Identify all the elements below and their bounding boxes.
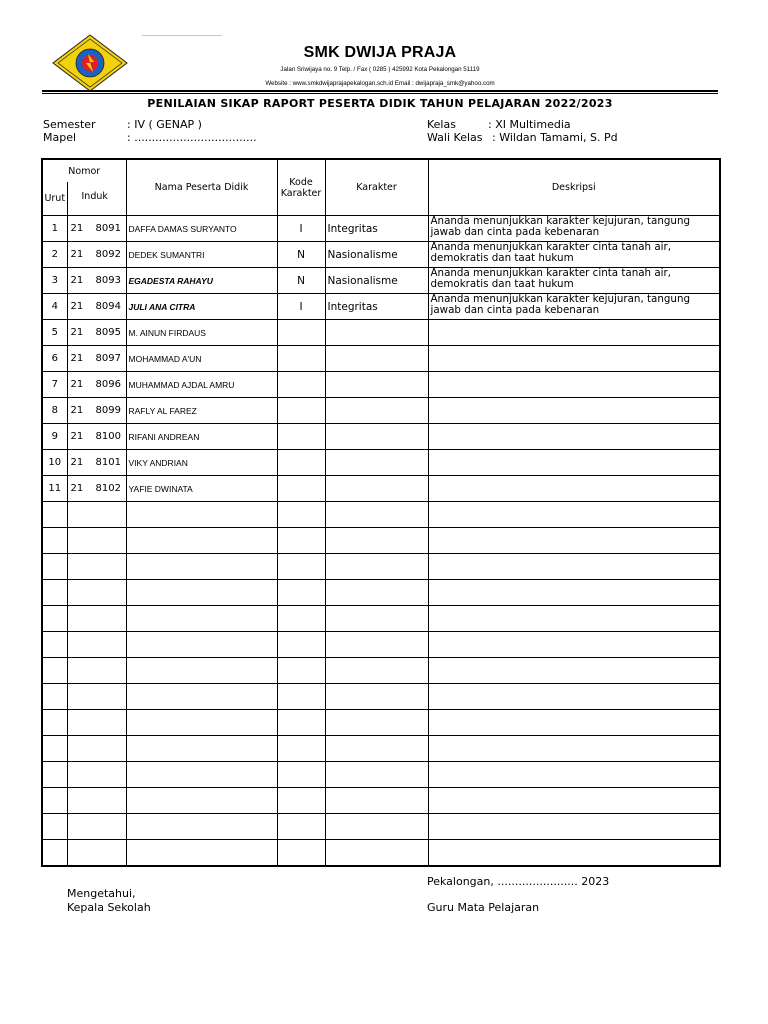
- urut-cell: 2: [42, 242, 67, 268]
- empty-cell: [428, 840, 720, 867]
- empty-cell: [42, 502, 67, 528]
- table-row: [42, 320, 720, 346]
- mapel-label: Mapel: [43, 131, 77, 144]
- empty-cell: [325, 502, 428, 528]
- induk-cell: [67, 320, 126, 346]
- deskripsi-cell: [428, 372, 720, 398]
- induk-cell: [67, 294, 126, 320]
- empty-cell: [42, 814, 67, 840]
- empty-cell: [126, 528, 277, 554]
- kode-karakter-cell: N: [277, 268, 325, 294]
- empty-cell: [428, 684, 720, 710]
- deskripsi-cell: [428, 398, 720, 424]
- student-name-cell: MUHAMMAD AJDAL AMRU: [126, 372, 277, 398]
- table-row: [42, 398, 720, 424]
- empty-cell: [42, 788, 67, 814]
- urut-cell: 3: [42, 268, 67, 294]
- induk-year: 21: [70, 431, 84, 442]
- empty-cell: [277, 502, 325, 528]
- urut-cell: 10: [42, 450, 67, 476]
- header-induk: Induk: [67, 182, 126, 216]
- induk-number: 8092: [95, 249, 121, 260]
- kepala-sekolah-label: Kepala Sekolah: [67, 901, 151, 914]
- kode-karakter-cell: I: [277, 294, 325, 320]
- table-row-empty: [42, 710, 720, 736]
- table-row-empty: [42, 554, 720, 580]
- induk-number: 8091: [95, 223, 121, 234]
- empty-cell: [277, 814, 325, 840]
- empty-cell: [126, 632, 277, 658]
- empty-cell: [428, 502, 720, 528]
- empty-cell: [277, 606, 325, 632]
- deskripsi-cell: [428, 424, 720, 450]
- empty-cell: [325, 684, 428, 710]
- empty-cell: [277, 736, 325, 762]
- empty-cell: [277, 684, 325, 710]
- header-urut: Urut: [42, 182, 67, 216]
- empty-cell: [126, 840, 277, 867]
- empty-cell: [42, 658, 67, 684]
- mapel-value: : ...................................: [127, 131, 257, 144]
- table-row: [42, 242, 720, 268]
- empty-cell: [277, 762, 325, 788]
- empty-cell: [325, 840, 428, 867]
- empty-cell: [325, 788, 428, 814]
- student-name-cell: MOHAMMAD A'UN: [126, 346, 277, 372]
- urut-cell: 9: [42, 424, 67, 450]
- empty-cell: [325, 736, 428, 762]
- empty-cell: [428, 762, 720, 788]
- empty-cell: [67, 684, 126, 710]
- empty-cell: [325, 658, 428, 684]
- induk-year: 21: [70, 379, 84, 390]
- empty-cell: [42, 580, 67, 606]
- header-deskripsi: Deskripsi: [428, 159, 720, 216]
- student-name-cell: M. AINUN FIRDAUS: [126, 320, 277, 346]
- kode-karakter-cell: N: [277, 242, 325, 268]
- empty-cell: [42, 684, 67, 710]
- student-name-cell: RAFLY AL FAREZ: [126, 398, 277, 424]
- empty-cell: [428, 736, 720, 762]
- empty-cell: [428, 580, 720, 606]
- empty-cell: [325, 762, 428, 788]
- induk-number: 8094: [95, 301, 121, 312]
- empty-cell: [325, 606, 428, 632]
- induk-number: 8096: [95, 379, 121, 390]
- karakter-cell: [325, 476, 428, 502]
- induk-year: 21: [70, 457, 84, 468]
- urut-cell: 6: [42, 346, 67, 372]
- deskripsi-cell: Ananda menunjukkan karakter kejujuran, tangung jawab dan cinta pada kebenaran: [428, 216, 720, 242]
- karakter-cell: Integritas: [325, 216, 428, 242]
- empty-cell: [277, 554, 325, 580]
- table-row: [42, 424, 720, 450]
- table-row-empty: [42, 606, 720, 632]
- urut-cell: 7: [42, 372, 67, 398]
- karakter-cell: Nasionalisme: [325, 268, 428, 294]
- empty-cell: [126, 684, 277, 710]
- karakter-cell: Nasionalisme: [325, 242, 428, 268]
- table-row-empty: [42, 788, 720, 814]
- table-row: [42, 476, 720, 502]
- empty-cell: [42, 606, 67, 632]
- empty-cell: [67, 814, 126, 840]
- table-row-empty: [42, 658, 720, 684]
- empty-cell: [126, 736, 277, 762]
- deskripsi-cell: [428, 476, 720, 502]
- student-name-cell: YAFIE DWINATA: [126, 476, 277, 502]
- kelas-label: Kelas: [427, 118, 456, 131]
- school-website: Website : www.smkdwijaprajapekalogan.sch.id Email : dwijapraja_smk@yahoo.com: [265, 80, 495, 87]
- induk-year: 21: [70, 483, 84, 494]
- table-row: [42, 372, 720, 398]
- wali-kelas-label: Wali Kelas: [427, 131, 483, 144]
- empty-cell: [277, 710, 325, 736]
- empty-cell: [277, 658, 325, 684]
- kode-karakter-cell: I: [277, 216, 325, 242]
- student-name-cell: EGADESTA RAHAYU: [126, 268, 277, 294]
- empty-cell: [428, 554, 720, 580]
- urut-cell: 11: [42, 476, 67, 502]
- karakter-cell: [325, 424, 428, 450]
- header-accent-line: [142, 35, 222, 36]
- assessment-table: [41, 158, 721, 867]
- header-nama: Nama Peserta Didik: [126, 159, 277, 216]
- guru-mapel-label: Guru Mata Pelajaran: [427, 901, 540, 914]
- induk-year: 21: [70, 223, 84, 234]
- table-body: [42, 216, 720, 867]
- induk-cell: [67, 346, 126, 372]
- empty-cell: [428, 814, 720, 840]
- table-row: [42, 294, 720, 320]
- kelas-value: : XI Multimedia: [488, 118, 571, 131]
- letterhead-rule: [42, 90, 718, 92]
- empty-cell: [428, 788, 720, 814]
- induk-number: 8100: [95, 431, 121, 442]
- empty-cell: [126, 580, 277, 606]
- header-nomor: Nomor: [42, 159, 126, 182]
- empty-cell: [428, 710, 720, 736]
- student-name-cell: DAFFA DAMAS SURYANTO: [126, 216, 277, 242]
- empty-cell: [277, 840, 325, 867]
- student-name-cell: DEDEK SUMANTRI: [126, 242, 277, 268]
- semester-label: Semester: [43, 118, 96, 131]
- induk-cell: [67, 424, 126, 450]
- empty-cell: [67, 502, 126, 528]
- urut-cell: 4: [42, 294, 67, 320]
- induk-year: 21: [70, 327, 84, 338]
- karakter-cell: [325, 398, 428, 424]
- empty-cell: [67, 710, 126, 736]
- empty-cell: [277, 632, 325, 658]
- induk-number: 8101: [95, 457, 121, 468]
- induk-cell: [67, 450, 126, 476]
- empty-cell: [428, 632, 720, 658]
- induk-number: 8102: [95, 483, 121, 494]
- empty-cell: [325, 814, 428, 840]
- empty-cell: [325, 528, 428, 554]
- deskripsi-cell: [428, 450, 720, 476]
- urut-cell: 8: [42, 398, 67, 424]
- table-row: [42, 268, 720, 294]
- kode-karakter-cell: [277, 476, 325, 502]
- induk-cell: [67, 242, 126, 268]
- induk-year: 21: [70, 353, 84, 364]
- empty-cell: [126, 554, 277, 580]
- empty-cell: [126, 710, 277, 736]
- induk-cell: [67, 372, 126, 398]
- document-title: PENILAIAN SIKAP RAPORT PESERTA DIDIK TAHUN PELAJARAN 2022/2023: [147, 97, 613, 110]
- kode-karakter-cell: [277, 372, 325, 398]
- empty-cell: [42, 736, 67, 762]
- karakter-cell: [325, 320, 428, 346]
- empty-cell: [428, 528, 720, 554]
- deskripsi-cell: [428, 346, 720, 372]
- empty-cell: [277, 580, 325, 606]
- induk-cell: [67, 216, 126, 242]
- deskripsi-cell: Ananda menunjukkan karakter cinta tanah air, demokratis dan taat hukum: [428, 242, 720, 268]
- kode-karakter-cell: [277, 450, 325, 476]
- induk-number: 8097: [95, 353, 121, 364]
- induk-year: 21: [70, 249, 84, 260]
- empty-cell: [277, 788, 325, 814]
- empty-cell: [42, 554, 67, 580]
- table-row: [42, 216, 720, 242]
- kode-karakter-cell: [277, 346, 325, 372]
- letterhead-rule-thin: [42, 93, 718, 94]
- deskripsi-cell: Ananda menunjukkan karakter kejujuran, tangung jawab dan cinta pada kebenaran: [428, 294, 720, 320]
- induk-cell: [67, 398, 126, 424]
- empty-cell: [126, 788, 277, 814]
- mengetahui-label: Mengetahui,: [67, 887, 136, 900]
- deskripsi-cell: [428, 320, 720, 346]
- empty-cell: [325, 632, 428, 658]
- empty-cell: [126, 762, 277, 788]
- induk-year: 21: [70, 275, 84, 286]
- table-row-empty: [42, 814, 720, 840]
- induk-cell: [67, 476, 126, 502]
- karakter-cell: [325, 346, 428, 372]
- empty-cell: [42, 762, 67, 788]
- table-row-empty: [42, 762, 720, 788]
- kode-karakter-cell: [277, 424, 325, 450]
- student-name-cell: JULI ANA CITRA: [126, 294, 277, 320]
- empty-cell: [42, 632, 67, 658]
- empty-cell: [67, 632, 126, 658]
- empty-cell: [42, 528, 67, 554]
- empty-cell: [42, 840, 67, 867]
- header-kode-karakter: Kode Karakter: [277, 159, 325, 216]
- empty-cell: [325, 554, 428, 580]
- table-row-empty: [42, 502, 720, 528]
- induk-number: 8099: [95, 405, 121, 416]
- karakter-cell: Integritas: [325, 294, 428, 320]
- table-row-empty: [42, 684, 720, 710]
- empty-cell: [67, 658, 126, 684]
- karakter-cell: [325, 372, 428, 398]
- induk-year: 21: [70, 405, 84, 416]
- induk-number: 8093: [95, 275, 121, 286]
- school-name: SMK DWIJA PRAJA: [303, 44, 457, 61]
- student-name-cell: RIFANI ANDREAN: [126, 424, 277, 450]
- urut-cell: 1: [42, 216, 67, 242]
- table-row-empty: [42, 580, 720, 606]
- empty-cell: [67, 736, 126, 762]
- induk-cell: [67, 268, 126, 294]
- induk-number: 8095: [95, 327, 121, 338]
- empty-cell: [126, 502, 277, 528]
- table-row-empty: [42, 736, 720, 762]
- empty-cell: [67, 528, 126, 554]
- semester-value: : IV ( GENAP ): [127, 118, 202, 131]
- table-row: [42, 346, 720, 372]
- empty-cell: [126, 606, 277, 632]
- kode-karakter-cell: [277, 320, 325, 346]
- empty-cell: [277, 528, 325, 554]
- empty-cell: [428, 658, 720, 684]
- empty-cell: [67, 788, 126, 814]
- wali-kelas-value: : Wildan Tamami, S. Pd: [492, 131, 618, 144]
- empty-cell: [325, 580, 428, 606]
- induk-year: 21: [70, 301, 84, 312]
- school-address: Jalan Sriwijaya no. 9 Telp. / Fax ( 0285 ) 425992 Kota Pekalongan 51119: [280, 66, 480, 73]
- empty-cell: [67, 840, 126, 867]
- table-row-empty: [42, 840, 720, 867]
- kode-karakter-cell: [277, 398, 325, 424]
- karakter-cell: [325, 450, 428, 476]
- school-logo: [52, 34, 128, 92]
- empty-cell: [126, 658, 277, 684]
- student-name-cell: VIKY ANDRIAN: [126, 450, 277, 476]
- table-row-empty: [42, 528, 720, 554]
- empty-cell: [67, 580, 126, 606]
- empty-cell: [428, 606, 720, 632]
- table-row: [42, 450, 720, 476]
- deskripsi-cell: Ananda menunjukkan karakter cinta tanah air, demokratis dan taat hukum: [428, 268, 720, 294]
- empty-cell: [126, 814, 277, 840]
- empty-cell: [42, 710, 67, 736]
- urut-cell: 5: [42, 320, 67, 346]
- empty-cell: [67, 606, 126, 632]
- empty-cell: [67, 762, 126, 788]
- table-row-empty: [42, 632, 720, 658]
- empty-cell: [325, 710, 428, 736]
- place-date: Pekalongan, ....................... 2023: [427, 875, 610, 888]
- header-karakter: Karakter: [325, 159, 428, 216]
- empty-cell: [67, 554, 126, 580]
